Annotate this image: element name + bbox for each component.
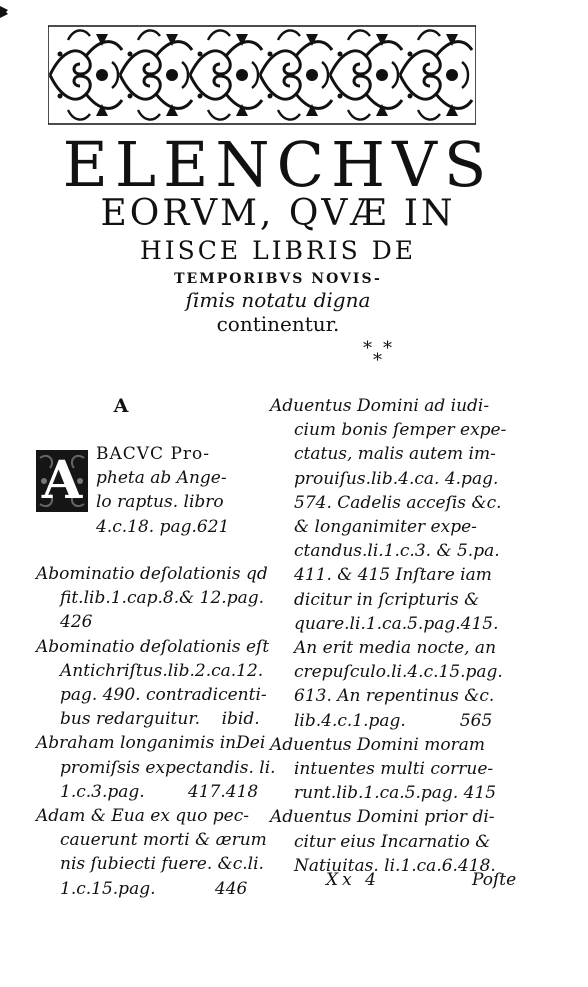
entry-line: promiſsis expectandis. li. <box>60 757 276 778</box>
entry-line: Adam & Eua ex quo pec- <box>36 806 249 827</box>
ink-blot-mark <box>0 6 8 18</box>
index-entry <box>270 733 504 806</box>
entry-line: Abraham longanimis inDei <box>36 733 266 754</box>
entry-line: 426 <box>60 612 93 633</box>
index-entry <box>270 394 507 733</box>
title-line-1: ELENCHVS <box>62 128 494 201</box>
entry-line: 613. An repentinus &c. <box>294 686 495 707</box>
entry-line: ctandus.li.1.c.3. & 5.pa. <box>294 541 500 562</box>
entry-line: Natiuitas. li.1.ca.6.418. <box>294 855 496 876</box>
svg-text:*: * <box>363 340 372 359</box>
entry-line: nis ſubiecti fuere. &c.li. <box>60 854 264 875</box>
entry-line: ctatus, malis autem im- <box>294 444 496 465</box>
entry-line: 1.c.3.pag. 417.418 <box>60 781 259 802</box>
svg-text:*: * <box>373 350 382 366</box>
entry-line: intuentes multi corrue- <box>294 759 494 780</box>
entry-line: Aduentus Domini ad iudi- <box>270 396 490 416</box>
entry-line: citur eius Incarnatio & <box>294 831 491 852</box>
entry-line: BACVC Pro- <box>96 444 211 464</box>
entry-line: 4.c.18. pag.621 <box>96 516 230 537</box>
title-line-2: EORVM, QVÆ IN <box>100 193 456 234</box>
svg-text:*: * <box>383 340 392 359</box>
entry-line: prouiſus.lib.4.ca. 4.pag. <box>294 468 499 489</box>
title-line-5: ſimis notatu digna <box>185 288 371 312</box>
entry-line: Abominatio deſolationis qd <box>36 564 268 584</box>
entry-line: & longanimiter expe- <box>294 517 477 538</box>
entry-line: lo raptus. libro <box>96 492 224 513</box>
index-entry <box>36 731 276 804</box>
entry-line: Aduentus Domini moram <box>270 734 485 755</box>
entry-line: crepuſculo.li.4.c.15.pag. <box>294 662 503 683</box>
entry-line: Abominatio deſolationis eſt <box>36 636 270 657</box>
entry-line: lib.4.c.1.pag. 565 <box>294 710 493 731</box>
entry-line: 1.c.15.pag. 446 <box>60 878 248 899</box>
signature-mark: Xx 4 <box>326 870 380 890</box>
entry-line: pheta ab Ange- <box>96 468 227 489</box>
asterism-icon <box>360 340 400 366</box>
entry-line: An erit media nocte, an <box>294 638 497 659</box>
entry-line: dicitur in ſcripturis & <box>294 589 480 610</box>
entry-line: pag. 490. contradicenti- <box>60 685 267 706</box>
index-entry <box>36 562 268 635</box>
asterism-block <box>0 340 520 366</box>
entry-line: Antichriſtus.lib.2.ca.12. <box>60 660 264 681</box>
entry-line: quare.li.1.ca.5.pag.415. <box>294 613 499 634</box>
title-line-6: continentur. <box>216 312 340 336</box>
entry-line: Aduentus Domini prior di- <box>270 807 495 828</box>
index-entry <box>270 805 504 878</box>
dropcap-letter: A <box>41 450 83 511</box>
entry-line: cium bonis ſemper expe- <box>294 420 507 441</box>
entry-line: runt.lib.1.ca.5.pag. 415 <box>294 783 497 804</box>
left-column <box>36 394 276 901</box>
ornament-band <box>48 24 476 126</box>
entry-line: fit.lib.1.cap.8.& 12.pag. <box>60 588 264 609</box>
index-entry <box>36 804 267 901</box>
index-entry <box>36 635 270 732</box>
section-letter: A <box>113 395 129 417</box>
catchword: Poſte <box>472 870 517 890</box>
entry-line: cauerunt morti & ærum <box>60 830 267 851</box>
dropcap-ornament <box>36 450 88 512</box>
entry-line: 411. & 415 Inſtare iam <box>294 565 492 586</box>
right-column <box>270 394 507 878</box>
entry-line: 574. Cadelis acceſis &c. <box>294 492 502 513</box>
first-entry <box>36 442 264 562</box>
title-line-4: TEMPORIBVS NOVIS- <box>174 271 382 287</box>
entry-line: bus redarguitur. ibid. <box>60 709 260 730</box>
title-line-3: HISCE LIBRIS DE <box>139 236 417 265</box>
